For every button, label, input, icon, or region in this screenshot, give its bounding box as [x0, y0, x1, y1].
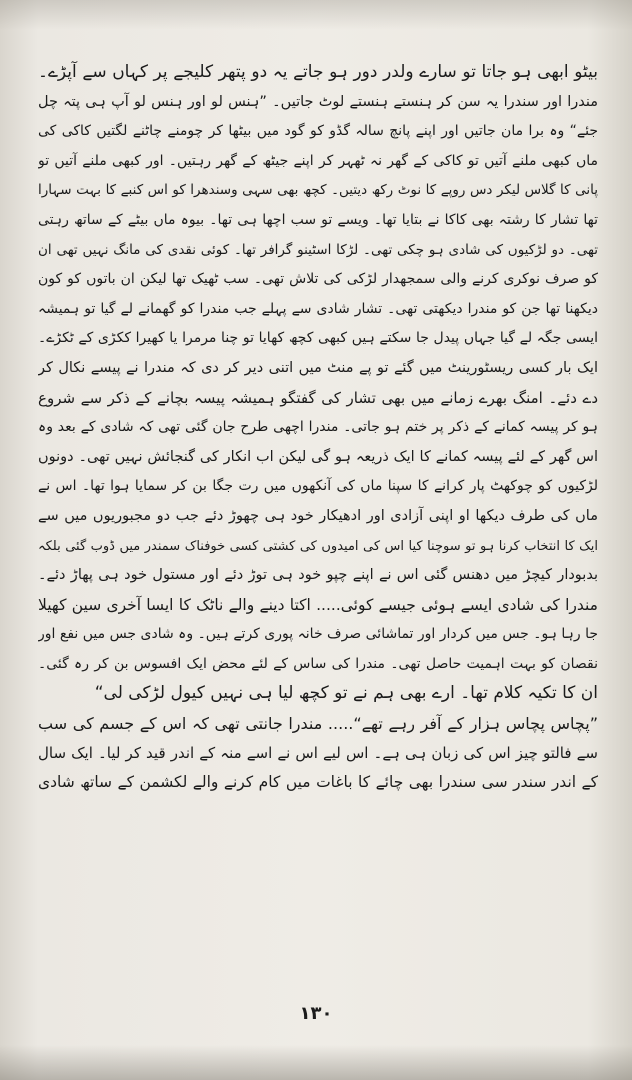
text-line-15: لڑکیوں کو چوکھٹ پار کرانے کا سپنا ماں کی آنکھوں میں رت جگا بن کر سمایا ہوا تھا۔ اس نے — [38, 478, 598, 495]
text-line-18: بدبودار کیچڑ میں دھنس گئی اس نے اپنے چپو خود ہی توڑ دئے اور مستول خود ہی پھاڑ دئے۔ — [38, 567, 598, 584]
page-number: ۱۳۰ — [299, 1003, 333, 1024]
text-line-7: تھی۔ دو لڑکیوں کی شادی ہو چکی تھی۔ لڑکا اسٹینو گرافر تھا۔ کوئی نقدی کی مانگ نہیں تھی ان — [38, 241, 598, 258]
urdu-text-block — [38, 58, 598, 798]
text-line-16: ماں کی طرف دیکھا او اپنی آزادی اور ادھیکار خود ہی چھوڑ دئے جب دو مجبوریوں میں سے — [38, 507, 598, 524]
text-line-14: اس گھر کے لئے پیسہ کمانے کا ایک ذریعہ ہو گی لیکن اب انکار کی گنجائش نہیں تھی۔ دونوں — [38, 448, 598, 465]
text-line-20: جا رہا ہو۔ جس میں کردار اور تماشائی صرف خانہ پوری کرتے ہیں۔ وہ شادی جس میں نفع اور — [38, 626, 598, 643]
top-shadow — [0, 0, 632, 30]
text-line-12: دے دئے۔ امنگ بھرے زمانے میں بھی تشار کی گفتگو ہمیشہ پیسہ بچانے کے ذکر سے شروع — [38, 388, 598, 407]
text-line-3: جئے“ وہ برا مان جاتیں اور اپنے پانچ سالہ گڈو کو گود میں بیٹھا کر چومنے چاٹنے لگتیں کاکی کی — [38, 123, 598, 140]
text-line-21: نقصان کو بہت اہمیت حاصل تھی۔ مندرا کی ساس کے لئے محض ایک افسوس بن کر رہ گئی۔ — [38, 655, 598, 672]
text-line-25: کے اندر سندر سی سندرا بھی چائے کا باغات میں کام کرنے والے لکشمن کے ساتھ شادی — [38, 773, 598, 792]
text-line-6: تھا تشار کا رشتہ بھی کاکا نے بتایا تھا۔ ویسے تو سب اچھا ہی تھا۔ بیوہ ماں بیٹے کے ساتھ رہتی — [38, 211, 598, 228]
text-line-13: ہو کر پیسہ کمانے کے ذکر پر ختم ہو جاتی۔ مندرا اچھی طرح جان گئی تھی کہ شادی کے بعد وہ — [38, 419, 598, 436]
text-line-5: پانی کا گلاس لیکر دس روپے کا نوٹ رکھ دیتیں۔ کچھ بھی سہی وسندھرا کو اس کنبے کا بہت سہارا — [38, 182, 598, 199]
text-line-8: کو صرف نوکری کرنے والی سمجھدار لڑکی کی تلاش تھی۔ سب ٹھیک تھا لیکن ان باتوں کو کون — [38, 271, 598, 288]
bottom-shadow — [0, 1045, 632, 1080]
text-line-2: مندرا اور سندرا یہ سن کر ہنستے ہنستے لوٹ جاتیں۔ ”ہنس لو اور ہنس لو آپ ہی پتہ چل — [38, 93, 598, 110]
text-line-24: سے فالتو چیز اس کی زبان ہی ہے۔ اس لیے اس نے اسے منہ کے اندر قید کر لیا۔ ایک سال — [38, 743, 598, 762]
text-line-11: ایک بار کسی ریسٹورینٹ میں گئے تو پے منٹ میں اتنی دیر کر دی کہ مندرا نے پیسے نکال کر — [38, 359, 598, 376]
text-line-1: بیٹو ابھی ہو جاتا تو سارے ولدر دور ہو جاتے یہ دو پتھر کلیجے پر کہاں سے آپڑے۔ — [38, 62, 598, 82]
text-line-22: ان کا تکیہ کلام تھا۔ ارے بھی ہم نے تو کچھ لیا ہی نہیں کیول لڑکی لی“ — [94, 683, 598, 704]
text-line-10: ایسی جگہ لے گیا جہاں پیدل جا سکتے ہیں کبھی کچھ کھایا تو چنا مرمرا یا کھیرا ککڑی کے ٹکڑے۔ — [38, 330, 598, 347]
text-line-9: دیکھنا تھا جن کو مندرا دیکھتی تھی۔ تشار شادی سے پہلے جب مندرا کو گھمانے لے گیا تو ہمیشہ — [38, 300, 598, 317]
text-line-23: ”پچاس پچاس ہزار کے آفر رہے تھے“..... مندرا جانتی تھی کہ اس کے جسم کی سب — [38, 714, 598, 734]
text-line-17: ایک کا انتخاب کرنا ہو تو سوچنا کیا اس کی امیدوں کی کشتی کسی خوفناک سمندر میں ڈوب گئی بلکہ — [38, 538, 598, 554]
text-line-4: ماں کبھی ملنے آتیں تو کاکی کے گھر نہ ٹھہر کر اپنے جیٹھ کے گھر رہتیں۔ اور کبھی ملنے آتیں تو — [38, 152, 598, 169]
text-line-19: مندرا کی شادی ایسے ہوئی جیسے کوئی..... اکتا دینے والے ناٹک کا ایسا آخری سین کھیلا — [38, 595, 598, 614]
